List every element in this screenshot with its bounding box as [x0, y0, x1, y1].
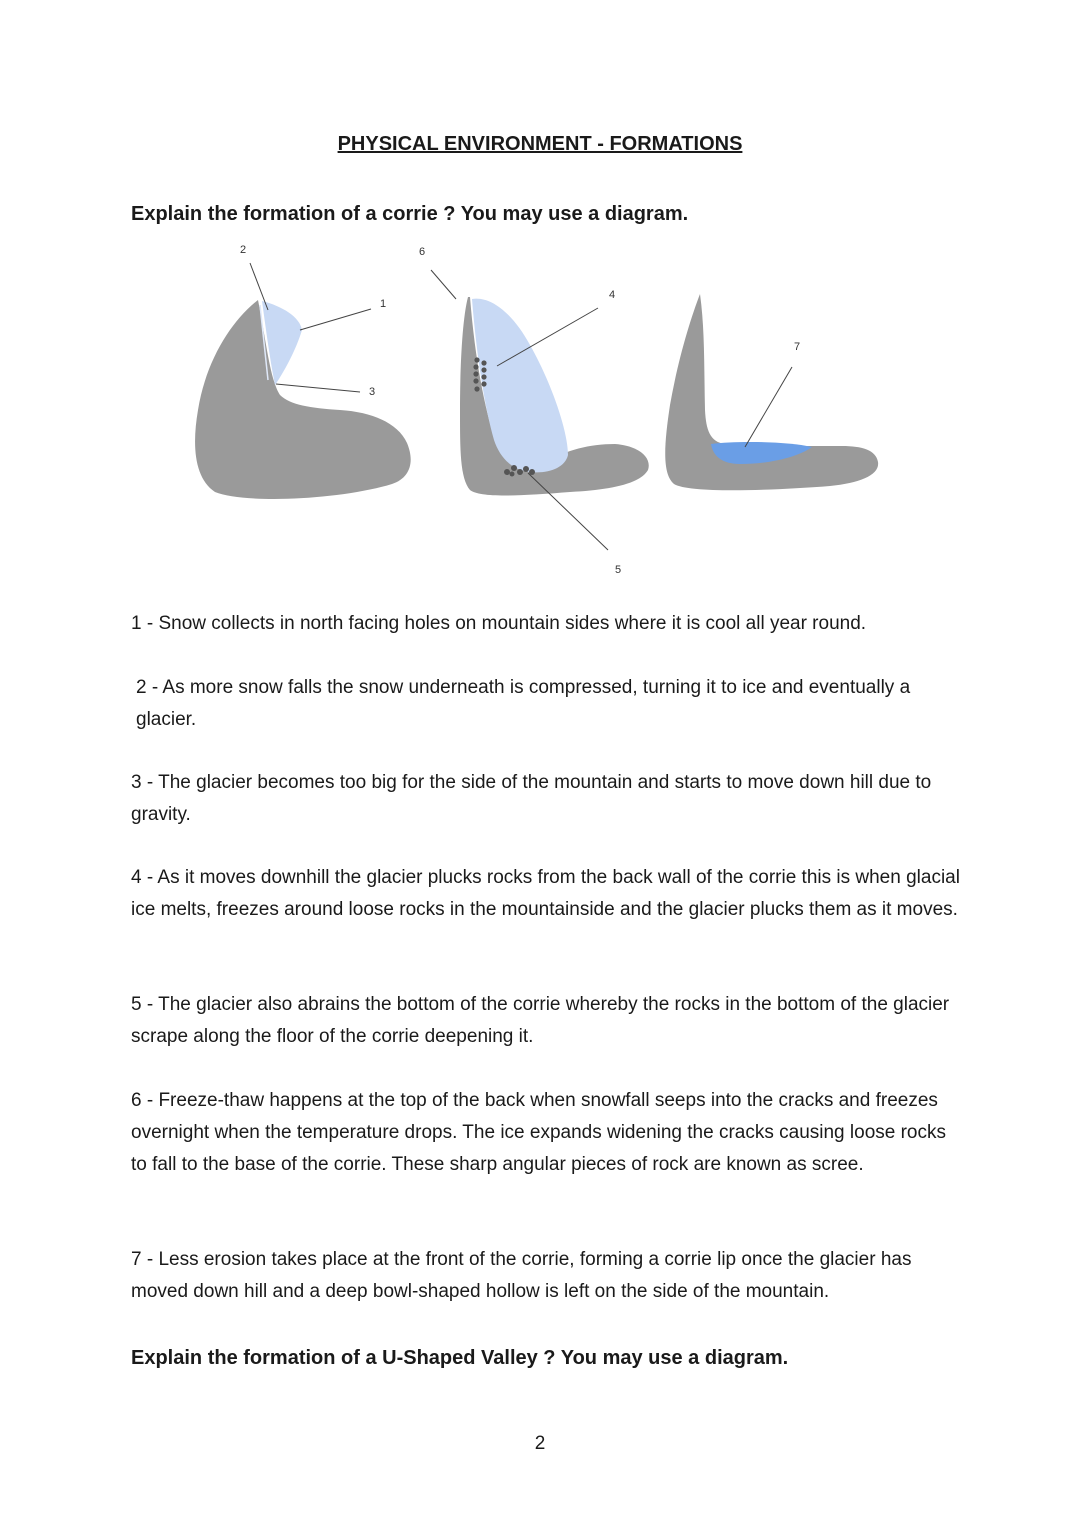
page-number: 2 — [534, 1433, 546, 1454]
plucked-rock — [474, 386, 479, 391]
step-3-text: 3 - The glacier becomes too big for the side of the mountain and starts to move down hill due to gravity. — [131, 772, 932, 825]
corrie-formation-diagram — [0, 0, 1080, 600]
diagram-label-2: 2 — [240, 244, 247, 256]
step-4-text: 4 - As it moves downhill the glacier plucks rocks from the back wall of the corrie this is when glacial ice melts, freezes around loose rocks in the mountainside and the glacier plucks them as it moves. — [131, 867, 960, 920]
plucked-rock — [481, 360, 486, 365]
abrasion-rock — [529, 469, 535, 475]
step-1-text: 1 - Snow collects in north facing holes on mountain sides where it is cool all year round. — [131, 613, 867, 634]
abrasion-rock — [517, 469, 523, 475]
step-7-text: 7 - Less erosion takes place at the front of the corrie, forming a corrie lip once the glacier has moved down hill and a deep bowl-shaped hollow is left on the side of the mountain. — [131, 1249, 912, 1302]
diagram-label-5: 5 — [615, 564, 622, 576]
diagram-label-4: 4 — [609, 289, 616, 301]
question-corrie: Explain the formation of a corrie ? You may use a diagram. — [131, 203, 689, 225]
question-u-shaped-valley: Explain the formation of a U-Shaped Valley ? You may use a diagram. — [131, 1347, 789, 1369]
stage-3-corrie-lake — [665, 294, 878, 490]
plucked-rock — [473, 378, 478, 383]
plucked-rock — [481, 374, 486, 379]
plucked-rock — [481, 367, 486, 372]
stage-1-corrie — [195, 300, 411, 499]
stage-2-glacier — [460, 297, 649, 496]
abrasion-rock — [504, 469, 510, 475]
leader-line-3 — [276, 384, 360, 392]
abrasion-rock — [511, 465, 517, 471]
mountain-rock-1 — [195, 300, 411, 499]
step-5-text: 5 - The glacier also abrains the bottom of the corrie whereby the rocks in the bottom of the glacier scrape along the floor of the corrie deepening it. — [131, 994, 950, 1047]
step-2-text: 2 - As more snow falls the snow underneath is compressed, turning it to ice and eventually a glacier. — [136, 677, 911, 730]
diagram-label-1: 1 — [380, 298, 387, 310]
plucked-rock — [473, 364, 478, 369]
leader-line-1 — [300, 309, 371, 330]
leader-line-7 — [745, 367, 792, 447]
plucked-rock — [474, 357, 479, 362]
step-6-text: 6 - Freeze-thaw happens at the top of the back when snowfall seeps into the cracks and freezes overnight when the temperature drops. The ice expands widening the cracks causing loose rocks to fall to the base of the corrie. These sharp angular pieces of rock are known as scree. — [131, 1090, 946, 1175]
abrasion-rock — [523, 466, 529, 472]
diagram-label-6: 6 — [419, 246, 426, 258]
abrasion-rock — [510, 472, 515, 477]
leader-line-6 — [431, 270, 456, 299]
diagram-label-7: 7 — [794, 341, 801, 353]
leader-line-2 — [250, 263, 268, 310]
plucked-rock — [473, 371, 478, 376]
plucked-rock — [481, 381, 486, 386]
page-title: PHYSICAL ENVIRONMENT - FORMATIONS — [337, 133, 743, 155]
diagram-label-3: 3 — [369, 386, 376, 398]
